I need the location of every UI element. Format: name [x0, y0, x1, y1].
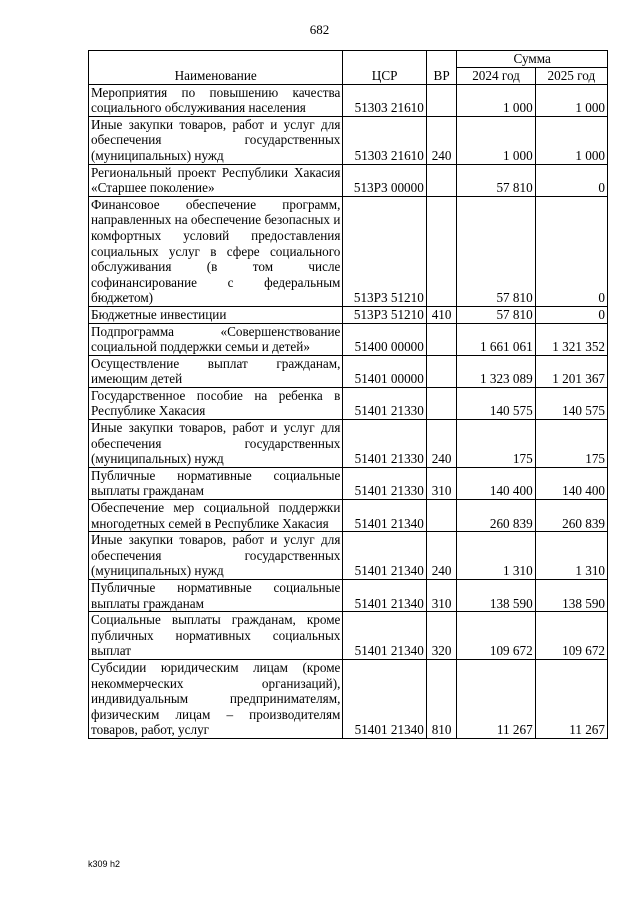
- row-vr: 410: [426, 306, 457, 323]
- table-row: [89, 306, 608, 323]
- table-row: [89, 323, 608, 355]
- row-csr: 51401 21330: [343, 467, 426, 499]
- budget-table: [88, 50, 608, 739]
- row-sum-2025: 11 267: [535, 659, 607, 738]
- row-sum-2024: 175: [457, 420, 535, 468]
- page-number: 682: [309, 22, 330, 37]
- row-csr: 51400 00000: [343, 323, 426, 355]
- table-row: [89, 612, 608, 660]
- table-row: [89, 580, 608, 612]
- row-vr: [426, 355, 457, 387]
- table-body: [89, 84, 608, 738]
- row-vr: 240: [426, 532, 457, 580]
- header-year-2025: 2025 год: [535, 67, 607, 84]
- table-row: [89, 196, 608, 306]
- row-name: Субсидии юридическим лицам (кроме некоммерческих организаций), индивидуальным предпринимателям, физическим лицам – производителям товаров, работ, услуг: [89, 659, 343, 738]
- row-sum-2025: 175: [535, 420, 607, 468]
- row-sum-2024: 1 000: [457, 116, 535, 164]
- row-sum-2024: 260 839: [457, 500, 535, 532]
- row-vr: 240: [426, 420, 457, 468]
- row-name: Подпрограмма «Совершенствование социальной поддержки семьи и детей»: [89, 323, 343, 355]
- table-row: [89, 532, 608, 580]
- row-sum-2025: 1 310: [535, 532, 607, 580]
- row-vr: 310: [426, 467, 457, 499]
- row-sum-2024: 140 400: [457, 467, 535, 499]
- row-vr: [426, 84, 457, 116]
- row-sum-2024: 57 810: [457, 196, 535, 306]
- row-csr: 51303 21610: [343, 116, 426, 164]
- table-row: [89, 116, 608, 164]
- row-sum-2025: 109 672: [535, 612, 607, 660]
- row-sum-2025: 1 201 367: [535, 355, 607, 387]
- row-csr: 51303 21610: [343, 84, 426, 116]
- row-sum-2024: 1 000: [457, 84, 535, 116]
- row-sum-2025: 1 321 352: [535, 323, 607, 355]
- row-csr: 51401 21340: [343, 612, 426, 660]
- row-name: Иные закупки товаров, работ и услуг для обеспечения государственных (муниципальных) нужд: [89, 116, 343, 164]
- header-year-2024: 2024 год: [457, 67, 535, 84]
- row-name: Обеспечение мер социальной поддержки многодетных семей в Республике Хакасия: [89, 500, 343, 532]
- row-name: Публичные нормативные социальные выплаты гражданам: [89, 580, 343, 612]
- footer-code: k309 h2: [88, 859, 121, 869]
- row-vr: 310: [426, 580, 457, 612]
- table-row: [89, 355, 608, 387]
- row-vr: [426, 500, 457, 532]
- row-csr: 51401 00000: [343, 355, 426, 387]
- row-name: Государственное пособие на ребенка в Республике Хакасия: [89, 387, 343, 419]
- header-csr: ЦСР: [343, 51, 426, 85]
- table-row: [89, 659, 608, 738]
- row-vr: 240: [426, 116, 457, 164]
- row-sum-2025: 1 000: [535, 84, 607, 116]
- row-name: Региональный проект Республики Хакасия «Старшее поколение»: [89, 164, 343, 196]
- row-vr: 810: [426, 659, 457, 738]
- row-name: Финансовое обеспечение программ, направленных на обеспечение безопасных и комфортных условий предоставления социальных услуг в сфере социального обслуживания (в том числе софинансирование с федеральным бюджетом): [89, 196, 343, 306]
- row-sum-2025: 1 000: [535, 116, 607, 164]
- row-sum-2024: 140 575: [457, 387, 535, 419]
- row-csr: 51401 21340: [343, 580, 426, 612]
- row-sum-2024: 109 672: [457, 612, 535, 660]
- row-sum-2024: 11 267: [457, 659, 535, 738]
- header-vr: ВР: [426, 51, 457, 85]
- row-name: Социальные выплаты гражданам, кроме публичных нормативных социальных выплат: [89, 612, 343, 660]
- row-vr: [426, 164, 457, 196]
- header-name: Наименование: [89, 51, 343, 85]
- row-sum-2025: 0: [535, 164, 607, 196]
- row-sum-2024: 57 810: [457, 164, 535, 196]
- row-csr: 513Р3 51210: [343, 306, 426, 323]
- row-sum-2024: 1 310: [457, 532, 535, 580]
- row-sum-2024: 57 810: [457, 306, 535, 323]
- row-vr: 320: [426, 612, 457, 660]
- row-sum-2025: 0: [535, 196, 607, 306]
- row-csr: 51401 21330: [343, 387, 426, 419]
- row-name: Бюджетные инвестиции: [89, 306, 343, 323]
- row-name: Мероприятия по повышению качества социального обслуживания населения: [89, 84, 343, 116]
- row-csr: 51401 21340: [343, 659, 426, 738]
- row-sum-2024: 138 590: [457, 580, 535, 612]
- row-vr: [426, 387, 457, 419]
- table-row: [89, 84, 608, 116]
- table-row: [89, 387, 608, 419]
- row-sum-2024: 1 661 061: [457, 323, 535, 355]
- row-csr: 51401 21340: [343, 532, 426, 580]
- row-vr: [426, 323, 457, 355]
- row-sum-2025: 138 590: [535, 580, 607, 612]
- table-header: [89, 51, 608, 85]
- row-sum-2025: 140 575: [535, 387, 607, 419]
- row-csr: 51401 21340: [343, 500, 426, 532]
- header-sum: Сумма: [457, 51, 608, 68]
- row-name: Публичные нормативные социальные выплаты гражданам: [89, 467, 343, 499]
- table-row: [89, 500, 608, 532]
- row-sum-2025: 0: [535, 306, 607, 323]
- row-csr: 513Р3 51210: [343, 196, 426, 306]
- row-vr: [426, 196, 457, 306]
- table-row: [89, 467, 608, 499]
- row-name: Иные закупки товаров, работ и услуг для обеспечения государственных (муниципальных) нужд: [89, 420, 343, 468]
- row-csr: 51401 21330: [343, 420, 426, 468]
- row-sum-2025: 260 839: [535, 500, 607, 532]
- row-sum-2024: 1 323 089: [457, 355, 535, 387]
- table-row: [89, 164, 608, 196]
- row-name: Осуществление выплат гражданам, имеющим детей: [89, 355, 343, 387]
- table-row: [89, 420, 608, 468]
- row-name: Иные закупки товаров, работ и услуг для обеспечения государственных (муниципальных) нужд: [89, 532, 343, 580]
- row-csr: 513Р3 00000: [343, 164, 426, 196]
- row-sum-2025: 140 400: [535, 467, 607, 499]
